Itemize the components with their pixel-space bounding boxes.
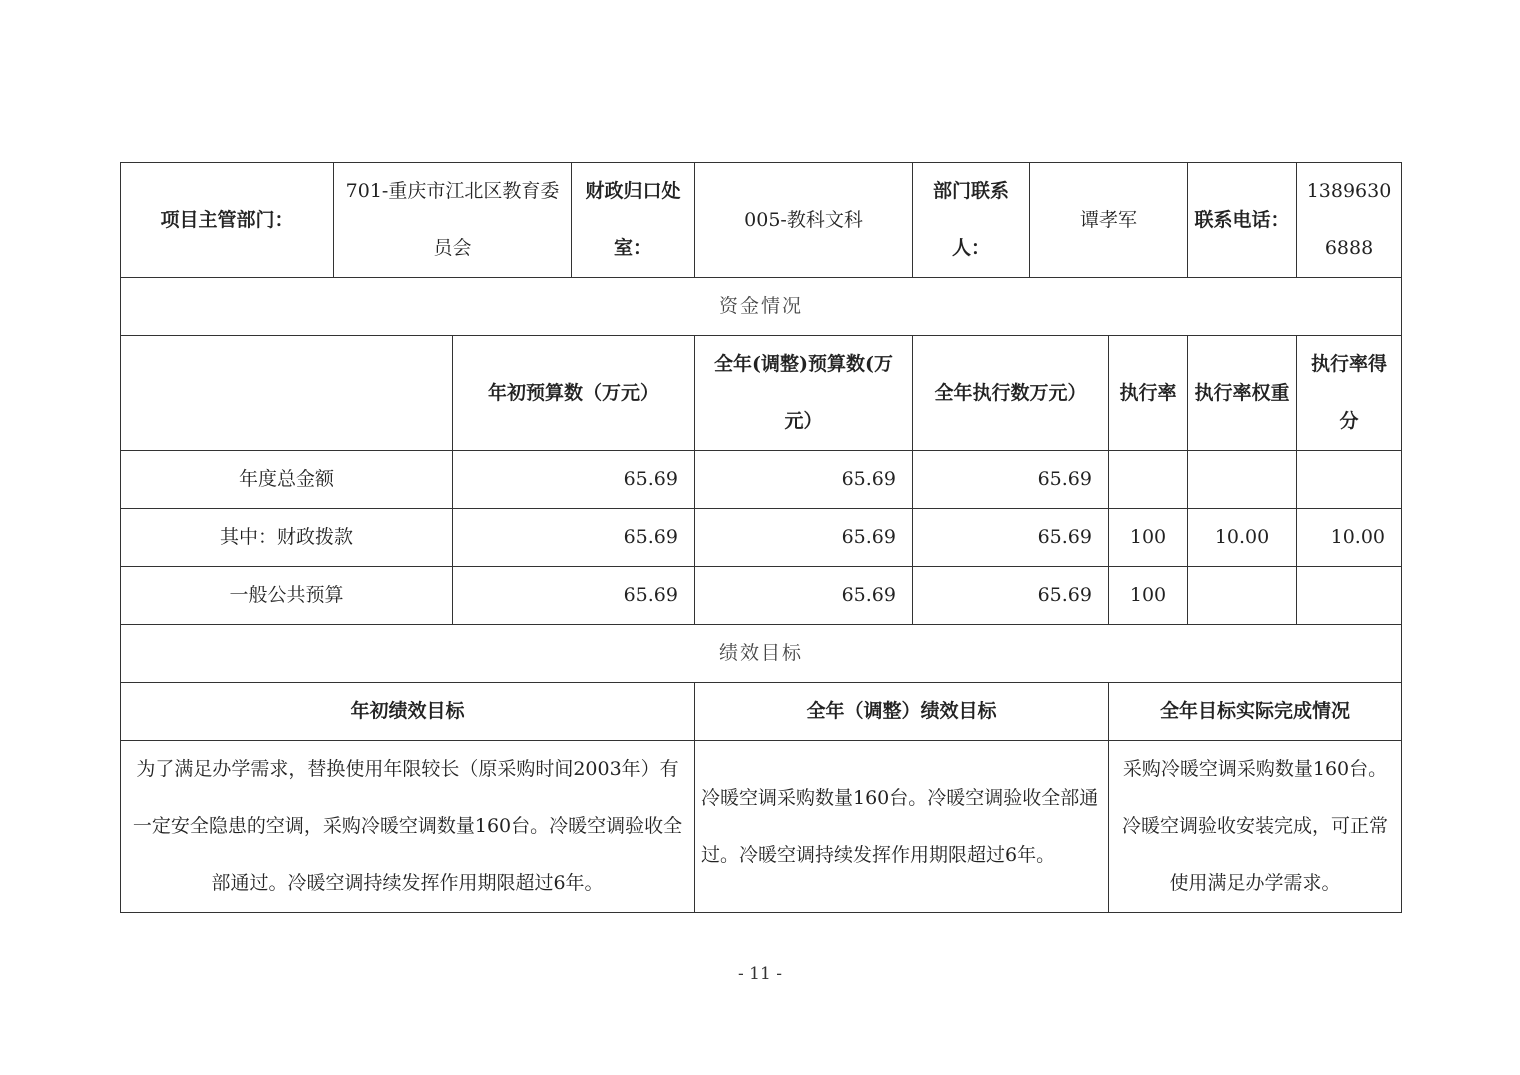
- funds-col-adjusted: 全年(调整)预算数(万元）: [695, 336, 913, 451]
- header-row: [121, 163, 1402, 278]
- row-label: 年度总金额: [121, 451, 453, 509]
- phone-value: 13896306888: [1297, 163, 1402, 278]
- funds-col-rate: 执行率: [1109, 336, 1188, 451]
- goals-actual-text: 采购冷暖空调采购数量160台。冷暖空调验收安装完成，可正常使用满足办学需求。: [1109, 741, 1402, 913]
- contact-value: 谭孝军: [1030, 163, 1188, 278]
- row-rate: 100: [1109, 567, 1188, 625]
- row-initial: 65.69: [453, 567, 695, 625]
- funds-section-title: 资金情况: [121, 278, 1402, 336]
- finance-label: 财政归口处室：: [572, 163, 695, 278]
- row-label: 一般公共预算: [121, 567, 453, 625]
- goals-initial-header: 年初绩效目标: [121, 683, 695, 741]
- row-executed: 65.69: [913, 451, 1109, 509]
- goals-actual-header: 全年目标实际完成情况: [1109, 683, 1402, 741]
- finance-value: 005-教科文科: [695, 163, 913, 278]
- row-weight: 10.00: [1188, 509, 1297, 567]
- dept-label: 项目主管部门：: [121, 163, 334, 278]
- row-score: [1297, 567, 1402, 625]
- row-rate: [1109, 451, 1188, 509]
- row-score: [1297, 451, 1402, 509]
- goals-adjusted-text: 冷暖空调采购数量160台。冷暖空调验收全部通过。冷暖空调持续发挥作用期限超过6年。: [695, 741, 1109, 913]
- funds-col-weight: 执行率权重: [1188, 336, 1297, 451]
- funds-row-public: [121, 567, 1402, 625]
- dept-value: 701-重庆市江北区教育委员会: [334, 163, 572, 278]
- goals-initial-text: 为了满足办学需求，替换使用年限较长（原采购时间2003年）有一定安全隐患的空调，采购冷暖空调数量160台。冷暖空调验收全部通过。冷暖空调持续发挥作用期限超过6年。: [121, 741, 695, 913]
- funds-col-score: 执行率得分: [1297, 336, 1402, 451]
- row-initial: 65.69: [453, 451, 695, 509]
- row-executed: 65.69: [913, 567, 1109, 625]
- funds-col-executed: 全年执行数万元）: [913, 336, 1109, 451]
- row-weight: [1188, 567, 1297, 625]
- row-label: 其中：财政拨款: [121, 509, 453, 567]
- row-adjusted: 65.69: [695, 567, 913, 625]
- goals-adjusted-header: 全年（调整）绩效目标: [695, 683, 1109, 741]
- goals-text-row: [121, 741, 1402, 913]
- row-adjusted: 65.69: [695, 451, 913, 509]
- row-score: 10.00: [1297, 509, 1402, 567]
- goals-section-title: 绩效目标: [121, 625, 1402, 683]
- funds-row-total: [121, 451, 1402, 509]
- contact-label: 部门联系人：: [913, 163, 1030, 278]
- row-adjusted: 65.69: [695, 509, 913, 567]
- funds-col-initial: 年初预算数（万元）: [453, 336, 695, 451]
- row-weight: [1188, 451, 1297, 509]
- phone-label: 联系电话：: [1188, 163, 1297, 278]
- funds-row-fiscal: [121, 509, 1402, 567]
- funds-section-row: [121, 278, 1402, 336]
- goals-header-row: [121, 683, 1402, 741]
- page-number: - 11 -: [738, 964, 782, 984]
- row-initial: 65.69: [453, 509, 695, 567]
- funds-header-row: [121, 336, 1402, 451]
- row-rate: 100: [1109, 509, 1188, 567]
- performance-table: [120, 162, 1402, 913]
- funds-col-blank: [121, 336, 453, 451]
- goals-section-row: [121, 625, 1402, 683]
- row-executed: 65.69: [913, 509, 1109, 567]
